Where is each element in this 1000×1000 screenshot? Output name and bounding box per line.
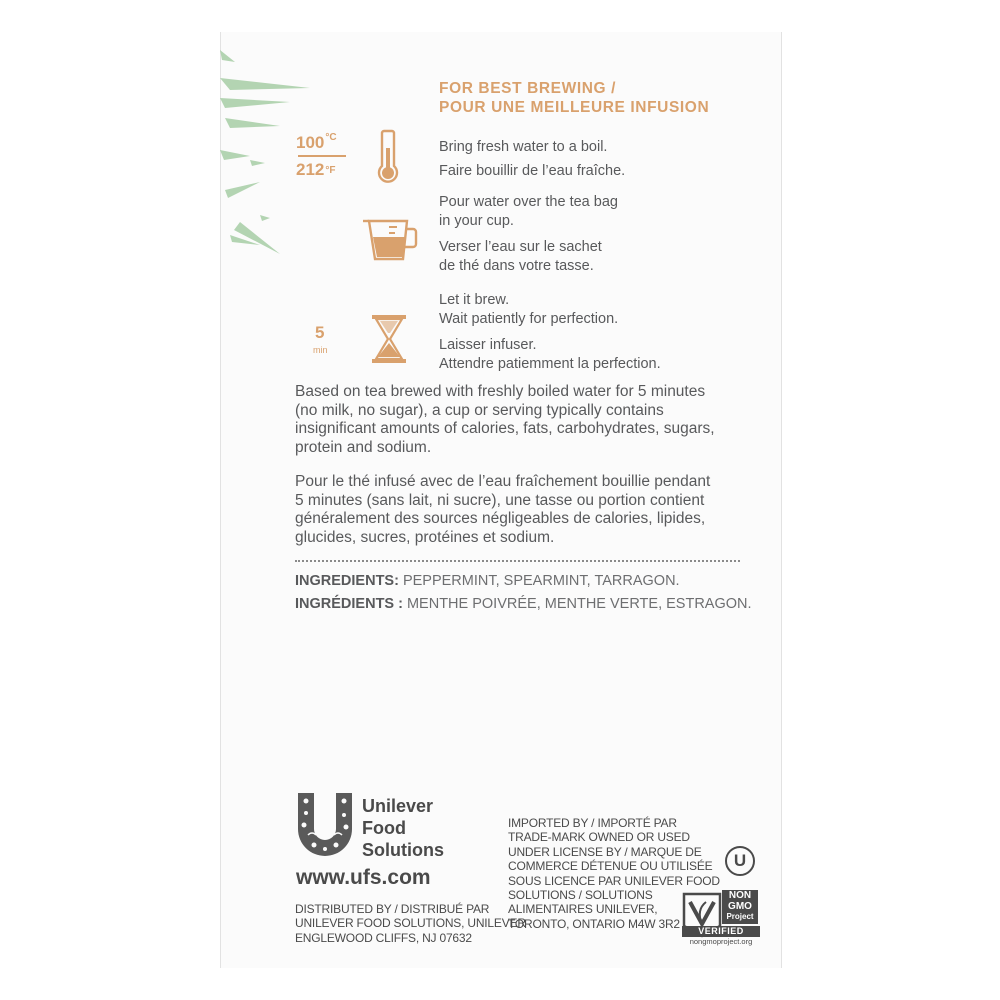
temp-celsius: 100 xyxy=(296,133,325,152)
brew-minutes: 5 xyxy=(315,323,325,342)
measuring-cup-icon xyxy=(361,215,419,263)
imported-line: TORONTO, ONTARIO M4W 3R2 xyxy=(508,916,680,931)
step2-fr-line1: Verser l’eau sur le sachet xyxy=(439,239,602,255)
distributed-by xyxy=(295,902,526,945)
step2-en-line2: in your cup. xyxy=(439,213,514,229)
kosher-symbol xyxy=(725,846,755,876)
ingredients-fr-label: INGRÉDIENTS : xyxy=(295,596,403,612)
nongmo-line2: GMO xyxy=(728,900,752,912)
step-pour xyxy=(439,193,618,276)
nutrition-fr-line: Pour le thé infusé avec de l’eau fraîchement bouillie pendant xyxy=(295,473,711,490)
nongmo-verified: VERIFIED xyxy=(682,926,760,937)
imported-line: UNDER LICENSE BY / MARQUE DE xyxy=(508,844,702,859)
nutrition-fr-line: 5 minutes (sans lait, ni sucre), une tasse ou portion contient xyxy=(295,491,705,509)
nongmo-line1: NON xyxy=(728,890,752,901)
imported-line: IMPORTED BY / IMPORTÉ PAR xyxy=(508,816,677,830)
distributed-line: UNILEVER FOOD SOLUTIONS, UNILEVER xyxy=(295,916,526,931)
unilever-logo xyxy=(294,791,356,859)
ingredients-fr xyxy=(295,595,752,613)
nutrition-statement-fr xyxy=(295,473,755,547)
imported-line: TRADE-MARK OWNED OR USED xyxy=(508,830,690,845)
step3-fr-line2: Attendre patiemment la perfection. xyxy=(439,356,661,372)
step-boil xyxy=(439,138,625,181)
brewing-title-en: FOR BEST BREWING / xyxy=(439,80,616,97)
ingredients-en xyxy=(295,572,680,590)
unilever-food-solutions-wordmark xyxy=(362,795,444,861)
imported-line: ALIMENTAIRES UNILEVER, xyxy=(508,902,658,917)
kosher-letter: U xyxy=(733,851,747,870)
temperature-block xyxy=(296,132,346,181)
nutrition-en-line: (no milk, no sugar), a cup or serving typically contains xyxy=(295,401,664,419)
thermometer-icon xyxy=(375,128,401,186)
dotted-divider xyxy=(295,560,740,562)
nongmo-url: nongmoproject.org xyxy=(689,937,753,946)
brewing-title-fr: POUR UNE MEILLEURE INFUSION xyxy=(439,99,710,116)
hourglass-icon xyxy=(370,313,408,365)
imported-line: COMMERCE DÉTENUE OU UTILISÉE xyxy=(508,859,713,874)
nutrition-en-line: protein and sodium. xyxy=(295,438,432,456)
nutrition-statement-en xyxy=(295,383,755,457)
imported-line: SOUS LICENCE PAR UNILEVER FOOD xyxy=(508,873,720,888)
brand-line1: Unilever xyxy=(362,796,434,816)
step1-fr: Faire bouillir de l’eau fraîche. xyxy=(439,163,626,179)
nongmo-line3: Project xyxy=(726,912,754,921)
ingredients-en-label: INGREDIENTS: xyxy=(295,573,399,589)
step-brew xyxy=(439,291,661,374)
non-gmo-badge xyxy=(682,888,760,946)
brand-line3: Solutions xyxy=(362,840,444,860)
ingredients-en-value: PEPPERMINT, SPEARMINT, TARRAGON. xyxy=(398,573,680,589)
step2-fr-line2: de thé dans votre tasse. xyxy=(439,258,594,274)
brewing-title xyxy=(439,79,709,117)
step3-fr-line1: Laisser infuser. xyxy=(439,337,537,353)
step2-en-line1: Pour water over the tea bag xyxy=(439,194,618,210)
nutrition-en-line: insignificant amounts of calories, fats, carbohydrates, sugars, xyxy=(295,420,715,437)
ingredients-fr-value: MENTHE POIVRÉE, MENTHE VERTE, ESTRAGON. xyxy=(402,596,752,612)
nutrition-fr-line: glucides, sucres, protéines et sodium. xyxy=(295,528,555,546)
website-url: www.ufs.com xyxy=(296,866,431,889)
step3-en-line1: Let it brew. xyxy=(439,292,510,308)
brew-minutes-label: min xyxy=(313,345,328,355)
temp-celsius-unit: °C xyxy=(325,132,337,143)
temp-divider xyxy=(298,155,346,157)
non-gmo-box xyxy=(722,890,758,924)
imported-line: SOLUTIONS / SOLUTIONS xyxy=(508,888,653,903)
temp-fahrenheit-unit: °F xyxy=(325,165,336,176)
step3-en-line2: Wait patiently for perfection. xyxy=(439,311,619,327)
distributed-line: DISTRIBUTED BY / DISTRIBUÉ PAR xyxy=(295,902,490,916)
step1-en: Bring fresh water to a boil. xyxy=(439,139,608,155)
distributed-line: ENGLEWOOD CLIFFS, NJ 07632 xyxy=(295,930,472,945)
temp-fahrenheit: 212 xyxy=(296,160,325,179)
nutrition-fr-line: généralement des sources négligeables de calories, lipides, xyxy=(295,510,706,527)
brand-line2: Food xyxy=(362,818,406,838)
nutrition-en-line: Based on tea brewed with freshly boiled water for 5 minutes xyxy=(295,383,706,400)
